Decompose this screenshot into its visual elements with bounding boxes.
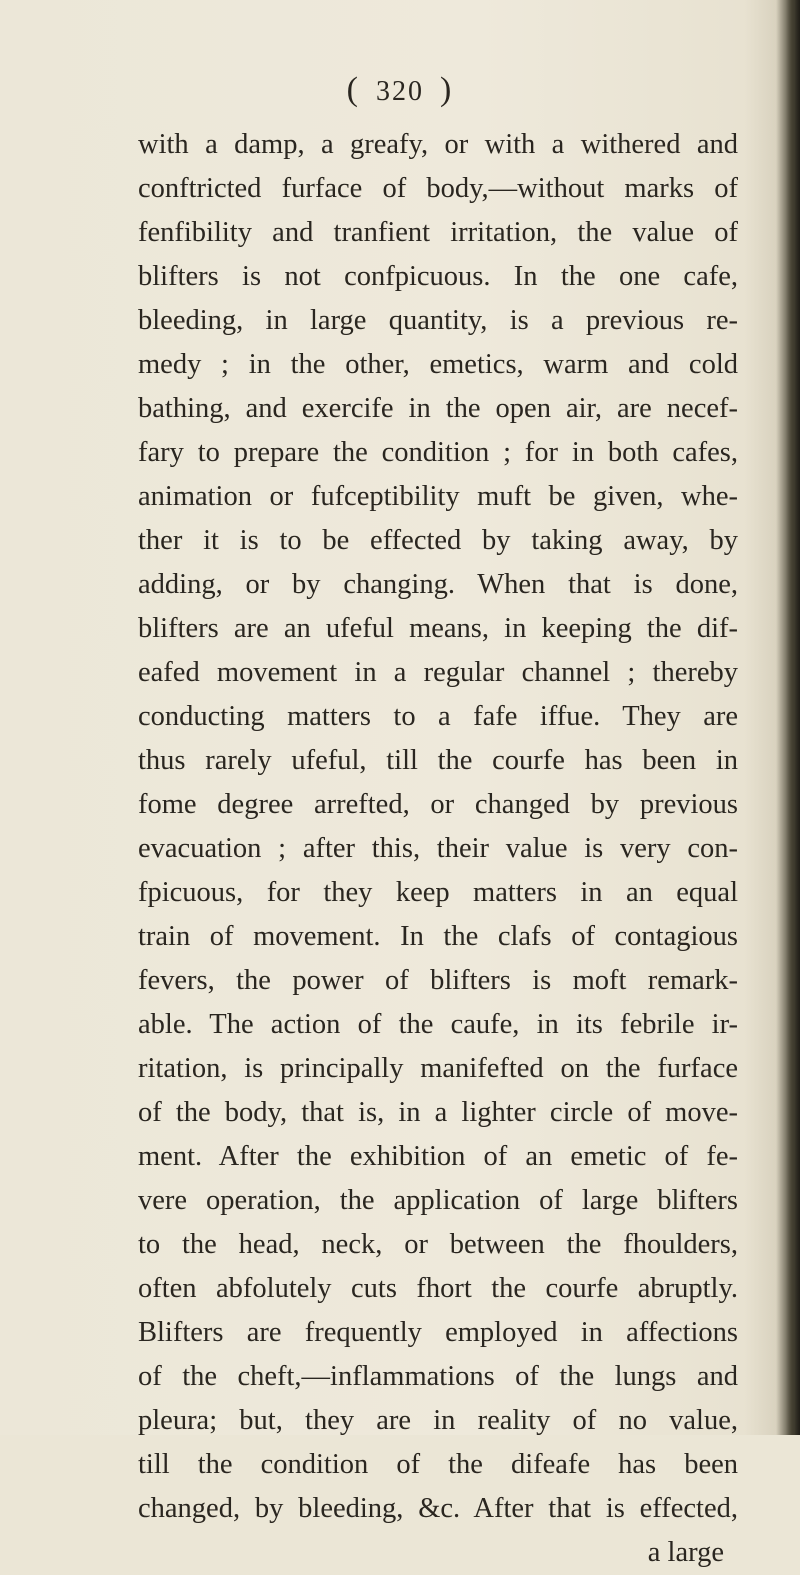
- text-line: bleeding, in large quantity, is a previous re-: [138, 305, 738, 336]
- page-header: [0, 70, 800, 112]
- header-open-paren: (: [346, 71, 360, 108]
- text-line: fevers, the power of blifters is moft remark-: [138, 965, 738, 996]
- text-line: blifters are an ufeful means, in keeping the dif-: [138, 613, 738, 644]
- text-line: fenfibility and tranfient irritation, the value of: [138, 217, 738, 248]
- text-line: evacuation ; after this, their value is very con-: [138, 833, 738, 864]
- body-text: [138, 123, 738, 1575]
- text-line: blifters is not confpicuous. In the one cafe,: [138, 261, 738, 292]
- text-line: till the condition of the difeafe has been: [138, 1449, 738, 1480]
- text-line: changed, by bleeding, &c. After that is effected,: [138, 1493, 738, 1524]
- page-number: 320: [376, 76, 424, 107]
- text-line: medy ; in the other, emetics, warm and cold: [138, 349, 738, 380]
- text-line: conducting matters to a fafe iffue. They are: [138, 701, 738, 732]
- text-line: vere operation, the application of large blifters: [138, 1185, 738, 1216]
- gutter-shadow: [786, 0, 800, 1435]
- text-line: bathing, and exercife in the open air, are necef-: [138, 393, 738, 424]
- catchword: a large: [647, 1537, 724, 1568]
- text-line: ment. After the exhibition of an emetic of fe-: [138, 1141, 738, 1172]
- text-line: adding, or by changing. When that is done,: [138, 569, 738, 600]
- text-line: able. The action of the caufe, in its febrile ir-: [138, 1009, 738, 1040]
- text-line: thus rarely ufeful, till the courfe has been in: [138, 745, 738, 776]
- text-line: with a damp, a greafy, or with a withered and: [138, 129, 738, 160]
- text-line: Blifters are frequently employed in affections: [138, 1317, 738, 1348]
- text-line: fome degree arrefted, or changed by previous: [138, 789, 738, 820]
- text-line: eafed movement in a regular channel ; thereby: [138, 657, 738, 688]
- text-line: conftricted furface of body,—without marks of: [138, 173, 738, 204]
- text-line: ritation, is principally manifefted on the furface: [138, 1053, 738, 1084]
- text-line: animation or fufceptibility muft be given, whe-: [138, 481, 738, 512]
- text-line: of the cheft,—inflammations of the lungs and: [138, 1361, 738, 1392]
- text-line: often abfolutely cuts fhort the courfe abruptly.: [138, 1273, 738, 1304]
- text-line: of the body, that is, in a lighter circle of move-: [138, 1097, 738, 1128]
- text-line: fary to prepare the condition ; for in both cafes,: [138, 437, 738, 468]
- text-line: pleura; but, they are in reality of no value,: [138, 1405, 738, 1436]
- text-line: ther it is to be effected by taking away, by: [138, 525, 738, 556]
- text-line: fpicuous, for they keep matters in an equal: [138, 877, 738, 908]
- text-line: to the head, neck, or between the fhoulders,: [138, 1229, 738, 1260]
- header-close-paren: ): [440, 71, 454, 108]
- text-line: train of movement. In the clafs of contagious: [138, 921, 738, 952]
